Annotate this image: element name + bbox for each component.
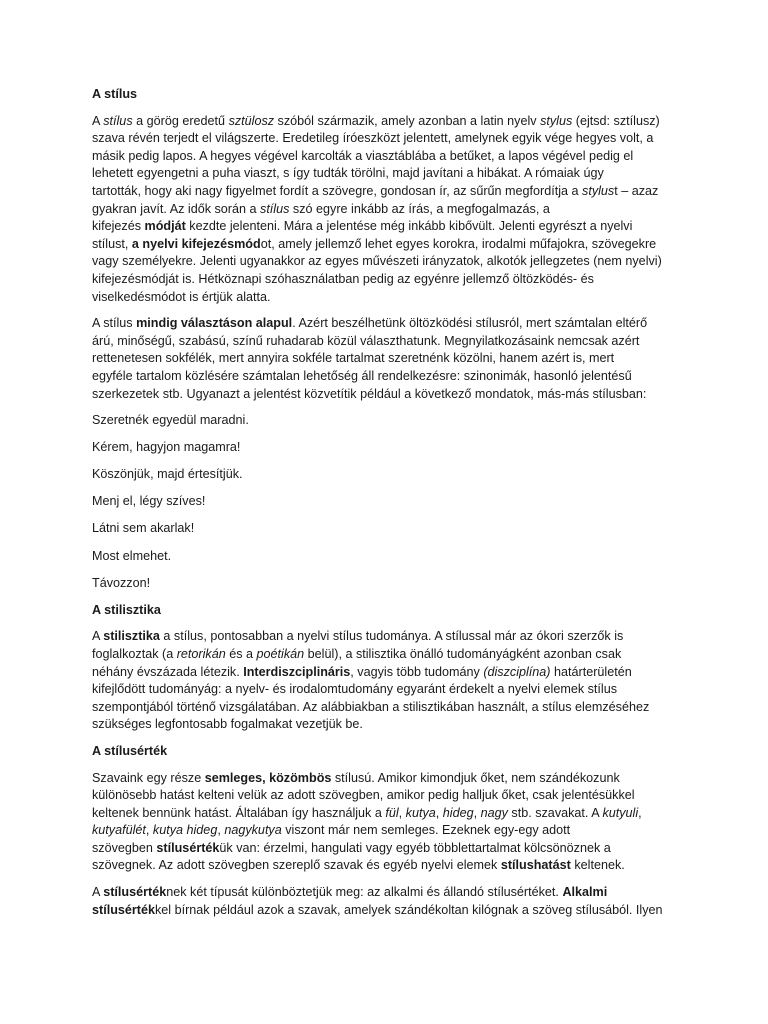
- text-line: [92, 130, 678, 148]
- paragraph-stilus-definition: [92, 113, 678, 307]
- text-line: [92, 681, 678, 699]
- text-line: [92, 770, 678, 788]
- example-sentence: Távozzon!: [92, 575, 151, 590]
- italic-text: kutyuli: [602, 805, 639, 820]
- text-run: szempontjából történő vizsgálatában. Az alábbiakban a stilisztikában használt, a stílus elemzéséhez: [92, 699, 650, 714]
- italic-text: nagy: [480, 805, 508, 820]
- text-line: [92, 902, 678, 920]
- text-run: stb. szavakat. A: [507, 805, 603, 820]
- text-line: [92, 664, 678, 682]
- example-sentence: Köszönjük, majd értesítjük.: [92, 467, 243, 482]
- bold-text: Alkalmi: [562, 885, 608, 900]
- text-run: kifejezés: [92, 219, 145, 234]
- bold-text: stílusérték: [156, 840, 220, 855]
- text-run: belül), a stilisztika önálló tudományágként azonban csak: [304, 646, 622, 661]
- bold-text: a nyelvi kifejezésmód: [131, 236, 261, 251]
- text-run: szerkezetek stb. Ugyanazt a jelentést közvetítik például a következő mondatok, más-más stílusban:: [92, 386, 647, 401]
- bold-text: stílusérték: [103, 885, 167, 900]
- example-sentences: [92, 412, 678, 592]
- text-run: szó egyre inkább az írás, a megfogalmazás, a: [289, 201, 550, 216]
- text-run: viselkedésmódot is értjük alatta.: [92, 289, 271, 304]
- text-line: [92, 805, 678, 823]
- paragraph-stilusertek-tipusok: [92, 884, 678, 919]
- text-line: [92, 315, 678, 333]
- text-run: szövegben: [92, 840, 157, 855]
- text-line: [92, 113, 678, 131]
- italic-text: retorikán: [176, 646, 226, 661]
- text-line: [92, 628, 678, 646]
- text-run: ,: [638, 805, 642, 820]
- paragraph-stilus-choice: [92, 315, 678, 403]
- text-run: néhány évszázada létezik.: [92, 664, 244, 679]
- text-run: ,: [435, 805, 443, 820]
- text-run: nek két típusát különböztetjük meg: az alkalmi és állandó stílusértéket.: [166, 885, 563, 900]
- text-run: t – azaz: [614, 183, 659, 198]
- bold-text: stilisztika: [103, 629, 160, 644]
- paragraph-stilisztika: [92, 628, 678, 734]
- bold-text: semleges, közömbös: [204, 770, 332, 785]
- text-run: rettenetesen sokfélék, mert annyira sokféle tartalmat szeretnénk közölni, hanem azért is, mert: [92, 351, 615, 366]
- text-run: ,: [473, 805, 481, 820]
- text-run: stílust,: [92, 236, 132, 251]
- text-line: [92, 840, 678, 858]
- text-run: kifejlődött tudományág: a nyelv- és irodalomtudomány egyaránt érdekelt a nyelvi elemek stílus: [92, 682, 618, 697]
- example-sentence: Kérem, hagyjon magamra!: [92, 440, 241, 455]
- bold-text: mindig választáson alapul: [136, 316, 293, 331]
- text-run: . Azért beszélhetünk öltözködési stílusról, mert számtalan eltérő: [292, 316, 648, 331]
- italic-text: stylus: [540, 113, 573, 128]
- heading-stilus: A stílus: [92, 87, 138, 101]
- text-run: viszont már nem semleges. Ezeknek egy-egy adott: [281, 823, 571, 838]
- italic-text: stílus: [103, 113, 133, 128]
- italic-text: stylus: [582, 183, 615, 198]
- text-line: [92, 271, 678, 289]
- text-line: [92, 386, 678, 404]
- text-line: [92, 253, 678, 271]
- text-run: a görög eredetű: [132, 113, 229, 128]
- text-line: [92, 822, 678, 840]
- italic-text: poétikán: [256, 646, 305, 661]
- bold-text: stílusérték: [92, 902, 155, 917]
- text-run: lehetett egyengetni a puha viaszt, s így tudták törölni, majd javítani a hibákat. A rómaiak úgy: [92, 166, 604, 181]
- text-run: különösebb hatást kelteni velük az adott szövegben, amikor pedig halljuk őket, csak jelentésükkel: [92, 788, 635, 803]
- text-run: vagy személyekre. Jelenti ugyanakkor az egyes művészeti irányzatok, alkotók jellegzetes (nem nyelvi): [92, 254, 662, 269]
- text-line: [92, 368, 678, 386]
- text-run: szövegnek. Az adott szövegben szereplő szavak és egyéb nyelvi elemek: [92, 858, 501, 873]
- text-line: [92, 787, 678, 805]
- italic-text: kutya hideg: [152, 823, 218, 838]
- text-run: gyakran javít. Az idők során a: [92, 201, 261, 216]
- italic-text: (diszciplína): [483, 664, 551, 679]
- text-line: [92, 183, 678, 201]
- text-line: [92, 148, 678, 166]
- text-run: foglalkoztak (a: [92, 646, 177, 661]
- text-run: tartották, hogy aki nagy figyelmet fordít a szövegre, gondosan ír, az sűrűn megfordítja a: [92, 183, 583, 198]
- text-run: A stílus: [92, 316, 137, 331]
- text-run: szava révén terjedt el világszerte. Eredetileg íróeszközt jelentett, amelynek egyik vége hegyes volt, a: [92, 131, 654, 146]
- text-run: keltenek bennünk hatást. Általában így használjuk a: [92, 805, 386, 820]
- text-line: [92, 218, 678, 236]
- text-run: ,: [145, 823, 153, 838]
- text-line: [92, 857, 678, 875]
- text-run: ot, amely jellemző lehet egyes korokra, irodalmi műfajokra, szövegekre: [260, 236, 657, 251]
- text-run: szükséges legfontosabb fogalmakat vezetjük be.: [92, 717, 363, 732]
- text-line: [92, 236, 678, 254]
- heading-stilusertek: A stílusérték: [92, 743, 168, 758]
- text-run: árú, minőségű, szabású, színű ruhadarab közül választhatunk. Megnyilatkozásaink nemcsak azért: [92, 333, 640, 348]
- text-run: A: [92, 885, 104, 900]
- text-run: stílusú. Amikor kimondjuk őket, nem szándékozunk: [331, 770, 620, 785]
- italic-text: hideg: [442, 805, 474, 820]
- text-run: , vagyis több tudomány: [350, 664, 484, 679]
- text-line: [92, 165, 678, 183]
- text-run: egyféle tartalom közlésére számtalan lehetőség áll rendelkezésre: szinonimák, hasonló jelentésű: [92, 368, 632, 383]
- text-line: [92, 289, 678, 307]
- text-run: kezdte jelenteni. Mára a jelentése még inkább kibővült. Jelenti egyrészt a nyelvi: [185, 219, 633, 234]
- bold-text: Interdiszciplináris: [243, 664, 351, 679]
- example-sentence: Most elmehet.: [92, 548, 172, 563]
- text-run: és a: [225, 646, 257, 661]
- text-line: [92, 884, 678, 902]
- text-run: kel bírnak például azok a szavak, amelyek szándékoltan kilógnak a szöveg stílusából. Ilyen: [155, 902, 663, 917]
- document-page: [92, 86, 678, 928]
- italic-text: nagykutya: [224, 823, 282, 838]
- text-line: [92, 201, 678, 219]
- text-run: ük van: érzelmi, hangulati vagy egyéb többlettartalmat kölcsönöznek a: [219, 840, 611, 855]
- text-line: [92, 716, 678, 734]
- italic-text: sztülosz: [228, 113, 275, 128]
- text-run: ,: [398, 805, 406, 820]
- text-run: (ejtsd: sztílusz): [572, 113, 660, 128]
- italic-text: fül: [385, 805, 399, 820]
- text-run: határterületén: [550, 664, 632, 679]
- text-line: [92, 646, 678, 664]
- text-run: ,: [217, 823, 225, 838]
- bold-text: módját: [144, 219, 186, 234]
- text-run: kifejezésmódját is. Hétköznapi szóhasználatban pedig az egyénre jellemző öltözködés- és: [92, 271, 594, 286]
- paragraph-stilusertek-semleges: [92, 770, 678, 876]
- bold-text: stílushatást: [500, 858, 571, 873]
- text-run: Szavaink egy része: [92, 770, 205, 785]
- text-run: másik pedig lapos. A hegyes végével karcolták a viasztáblába a betűket, a lapos végével pedig el: [92, 148, 634, 163]
- text-line: [92, 350, 678, 368]
- italic-text: kutya: [405, 805, 436, 820]
- example-sentence: Menj el, légy szíves!: [92, 494, 206, 509]
- text-run: keltenek.: [570, 858, 625, 873]
- text-run: A: [92, 629, 104, 644]
- text-run: szóból származik, amely azonban a latin nyelv: [274, 113, 541, 128]
- heading-stilisztika: A stilisztika: [92, 602, 161, 617]
- italic-text: stílus: [260, 201, 290, 216]
- italic-text: kutyafülét: [92, 823, 146, 838]
- text-line: [92, 333, 678, 351]
- example-sentence: Látni sem akarlak!: [92, 521, 195, 536]
- text-line: [92, 699, 678, 717]
- text-run: a stílus, pontosabban a nyelvi stílus tudománya. A stílussal már az ókori szerzők is: [159, 629, 624, 644]
- text-run: A: [92, 113, 104, 128]
- example-sentence: Szeretnék egyedül maradni.: [92, 413, 249, 428]
